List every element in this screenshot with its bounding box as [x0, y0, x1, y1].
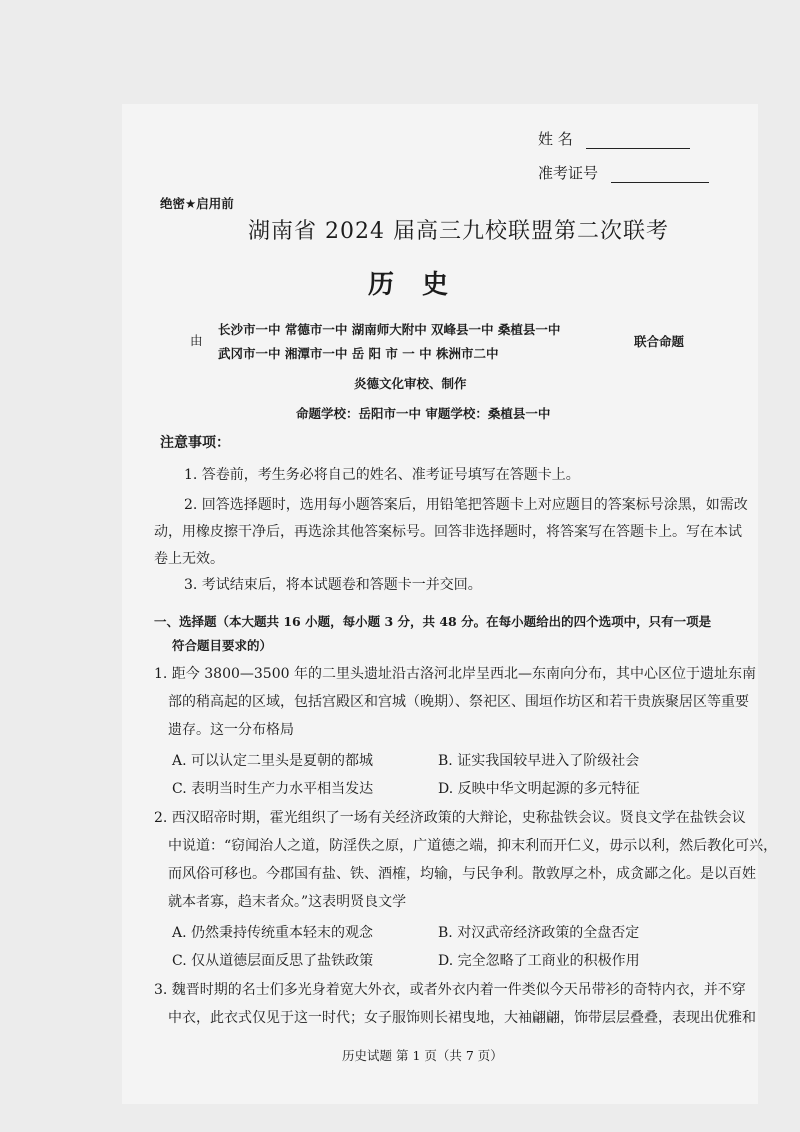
proposer: 命题学校：岳阳市一中 审题学校：桑植县一中 — [296, 406, 551, 421]
section-heading: 一、选择题（本大题共 16 小题，每小题 3 分，共 48 分。在每小题给出的四个选项中，只有一项是 — [154, 614, 712, 629]
notice-item: 1. 答卷前，考生务必将自己的姓名、准考证号填写在答题卡上。 — [184, 467, 580, 483]
question-2-line: 中说道：“窃闻治人之道，防淫佚之原，广道德之端，抑末利而开仁义，毋示以利，然后教化可兴， — [168, 838, 778, 854]
question-3-line: 中衣，此衣式仅见于这一时代；女子服饰则长裙曳地，大袖翩翩，饰带层层叠叠，表现出优雅和 — [168, 1010, 756, 1026]
question-2-option-a: A. 仍然秉持传统重本轻末的观念 — [172, 925, 374, 941]
notice-item: 3. 考试结束后，将本试题卷和答题卡一并交回。 — [184, 577, 482, 593]
name-label: 姓 名 — [538, 130, 573, 148]
question-1-option-d: D. 反映中华文明起源的多元特征 — [438, 781, 640, 797]
question-2-option-c: C. 仅从道德层面反思了盐铁政策 — [172, 953, 374, 969]
question-3-line: 3. 魏晋时期的名士们多光身着宽大外衣，或者外衣内着一件类似今天吊带衫的奇特内衣，并不穿 — [154, 982, 746, 998]
subject-title: 历史 — [368, 270, 477, 300]
secret-mark: 绝密★启用前 — [160, 196, 234, 211]
question-1-option-a: A. 可以认定二里头是夏朝的都城 — [172, 753, 374, 769]
page-footer: 历史试题 第 1 页（共 7 页） — [342, 1048, 503, 1063]
exam-id-blank — [611, 168, 709, 183]
section-heading-cont: 符合题目要求的） — [172, 638, 273, 653]
notice-item: 卷上无效。 — [154, 551, 224, 567]
by-label: 由 — [190, 333, 203, 348]
question-1-line: 部的稍高起的区域，包括宫殿区和宫城（晚期）、祭祀区、围垣作坊区和若干贵族聚居区等重要 — [168, 694, 749, 710]
schools-row-1: 长沙市一中 常德市一中 湖南师大附中 双峰县一中 桑植县一中 — [218, 322, 561, 337]
question-1-line: 1. 距今 3800—3500 年的二里头遗址沿古洛河北岸呈西北—东南向分布，其中心区位于遗址东南 — [154, 666, 756, 682]
schools-row-2: 武冈市一中 湘潭市一中 岳 阳 市 一 中 株洲市二中 — [218, 346, 499, 361]
question-1-option-b: B. 证实我国较早进入了阶级社会 — [438, 753, 640, 769]
joint-label: 联合命题 — [634, 334, 685, 349]
exam-title: 湖南省 2024 届高三九校联盟第二次联考 — [248, 219, 669, 244]
notice-heading: 注意事项： — [160, 435, 230, 451]
exam-id-label: 准考证号 — [538, 164, 599, 182]
question-1-line: 遗存。这一分布格局 — [168, 722, 294, 738]
question-2-line: 2. 西汉昭帝时期，霍光组织了一场有关经济政策的大辩论，史称盐铁会议。贤良文学在盐铁会议 — [154, 810, 746, 826]
notice-item: 动，用橡皮擦干净后，再选涂其他答案标号。回答非选择题时，将答案写在答题卡上。写在本试 — [154, 524, 742, 540]
question-2-line: 就本者寡，趋末者众。”这表明贤良文学 — [168, 894, 407, 910]
name-blank — [586, 134, 690, 149]
notice-item: 2. 回答选择题时，选用每小题答案后，用铅笔把答题卡上对应题目的答案标号涂黑，如需改 — [184, 497, 748, 513]
question-2-option-d: D. 完全忽略了工商业的积极作用 — [438, 953, 640, 969]
exam-id-field — [538, 162, 709, 183]
question-2-option-b: B. 对汉武帝经济政策的全盘否定 — [438, 925, 640, 941]
question-1-option-c: C. 表明当时生产力水平相当发达 — [172, 781, 374, 797]
question-2-line: 而风俗可移也。今郡国有盐、铁、酒榷，均输，与民争利。散敦厚之朴，成贪鄙之化。是以百姓 — [168, 866, 756, 882]
producer: 炎德文化审校、制作 — [354, 376, 467, 391]
name-field — [538, 128, 690, 149]
